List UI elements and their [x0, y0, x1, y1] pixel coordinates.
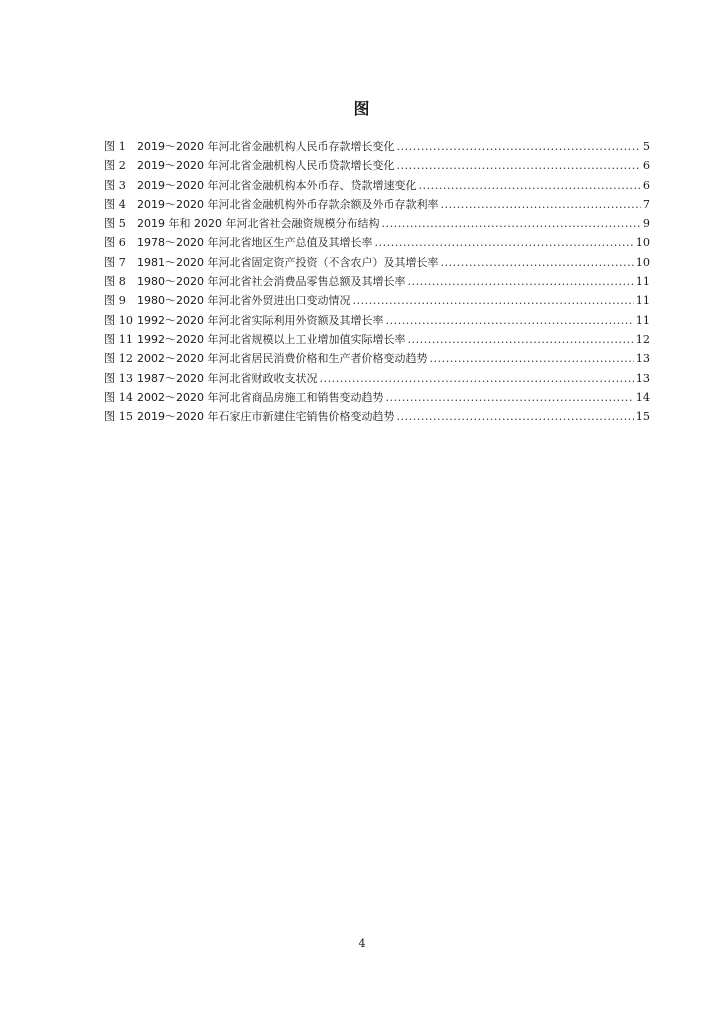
toc-page-number: 10 — [635, 255, 650, 269]
toc-entry[interactable] — [104, 195, 650, 214]
toc-text: 1980～2020 年河北省社会消费品零售总额及其增长率 — [137, 275, 406, 289]
dot-leader — [319, 369, 633, 388]
toc-entry[interactable] — [104, 253, 650, 272]
toc-entry[interactable] — [104, 272, 650, 291]
toc-page-number: 10 — [635, 236, 650, 250]
toc-page-number: 11 — [635, 294, 650, 308]
toc-entry[interactable] — [104, 291, 650, 310]
toc-label: 图 12 — [104, 352, 133, 366]
toc-entry[interactable] — [104, 214, 650, 233]
toc-text: 2019～2020 年河北省金融机构本外币存、贷款增速变化 — [137, 178, 417, 192]
toc-label: 图 4 — [104, 197, 126, 211]
toc-label: 图 3 — [104, 178, 126, 192]
toc-page-number: 15 — [635, 410, 650, 424]
dot-leader — [385, 388, 633, 407]
toc-text: 2019～2020 年石家庄市新建住宅销售价格变动趋势 — [137, 410, 395, 424]
toc-entry[interactable] — [104, 311, 650, 330]
toc-text: 1992～2020 年河北省实际利用外资额及其增长率 — [137, 313, 384, 327]
dot-leader — [396, 137, 640, 156]
toc-text: 2002～2020 年河北省居民消费价格和生产者价格变动趋势 — [137, 352, 428, 366]
toc-label: 图 14 — [104, 390, 133, 404]
dot-leader — [396, 156, 640, 175]
toc-label: 图 2 — [104, 159, 126, 173]
footer-page-number: 4 — [358, 937, 366, 950]
toc-text: 1987～2020 年河北省财政收支状况 — [137, 371, 318, 385]
toc-page-number: 14 — [635, 390, 650, 404]
toc-page-number: 13 — [635, 352, 650, 366]
dot-leader — [407, 272, 633, 291]
page-title: 图 — [353, 99, 371, 118]
dot-leader — [396, 407, 633, 426]
toc-text: 2002～2020 年河北省商品房施工和销售变动趋势 — [137, 390, 384, 404]
dot-leader — [407, 330, 633, 349]
dot-leader — [418, 176, 640, 195]
toc-label: 图 13 — [104, 371, 133, 385]
toc-page-number: 13 — [635, 371, 650, 385]
toc-entry[interactable] — [104, 388, 650, 407]
toc-entry[interactable] — [104, 233, 650, 252]
toc-text: 2019～2020 年河北省金融机构外币存款余额及外币存款利率 — [137, 197, 439, 211]
toc-label: 图 6 — [104, 236, 126, 250]
toc-label: 图 8 — [104, 275, 126, 289]
toc-entry[interactable] — [104, 137, 650, 156]
toc-text: 2019～2020 年河北省金融机构人民币贷款增长变化 — [137, 159, 395, 173]
dot-leader — [374, 233, 633, 252]
figure-list — [104, 137, 650, 426]
toc-text: 1981～2020 年河北省固定资产投资（不含农户）及其增长率 — [137, 255, 439, 269]
toc-entry[interactable] — [104, 330, 650, 349]
dot-leader — [381, 214, 640, 233]
toc-entry[interactable] — [104, 407, 650, 426]
toc-entry[interactable] — [104, 156, 650, 175]
toc-page-number: 6 — [642, 178, 650, 192]
dot-leader — [440, 195, 640, 214]
toc-label: 图 15 — [104, 410, 133, 424]
toc-label: 图 7 — [104, 255, 126, 269]
toc-page-number: 12 — [635, 332, 650, 346]
toc-text: 2019 年和 2020 年河北省社会融资规模分布结构 — [137, 217, 380, 231]
toc-page-number: 9 — [642, 217, 650, 231]
toc-entry[interactable] — [104, 176, 650, 195]
toc-page-number: 7 — [642, 197, 650, 211]
dot-leader — [440, 253, 633, 272]
toc-label: 图 11 — [104, 332, 133, 346]
toc-label: 图 9 — [104, 294, 126, 308]
toc-text: 2019～2020 年河北省金融机构人民币存款增长变化 — [137, 140, 395, 153]
toc-entry[interactable] — [104, 349, 650, 368]
toc-page-number: 11 — [635, 275, 650, 289]
dot-leader — [352, 291, 633, 310]
dot-leader — [385, 311, 633, 330]
toc-page-number: 5 — [642, 140, 650, 153]
toc-label: 图 1 — [104, 140, 126, 153]
toc-label: 图 10 — [104, 313, 133, 327]
toc-page-number: 6 — [642, 159, 650, 173]
dot-leader — [429, 349, 633, 368]
toc-text: 1980～2020 年河北省外贸进出口变动情况 — [137, 294, 351, 308]
toc-label: 图 5 — [104, 217, 126, 231]
toc-page-number: 11 — [635, 313, 650, 327]
toc-text: 1978～2020 年河北省地区生产总值及其增长率 — [137, 236, 373, 250]
toc-entry[interactable] — [104, 369, 650, 388]
toc-text: 1992～2020 年河北省规模以上工业增加值实际增长率 — [137, 332, 406, 346]
